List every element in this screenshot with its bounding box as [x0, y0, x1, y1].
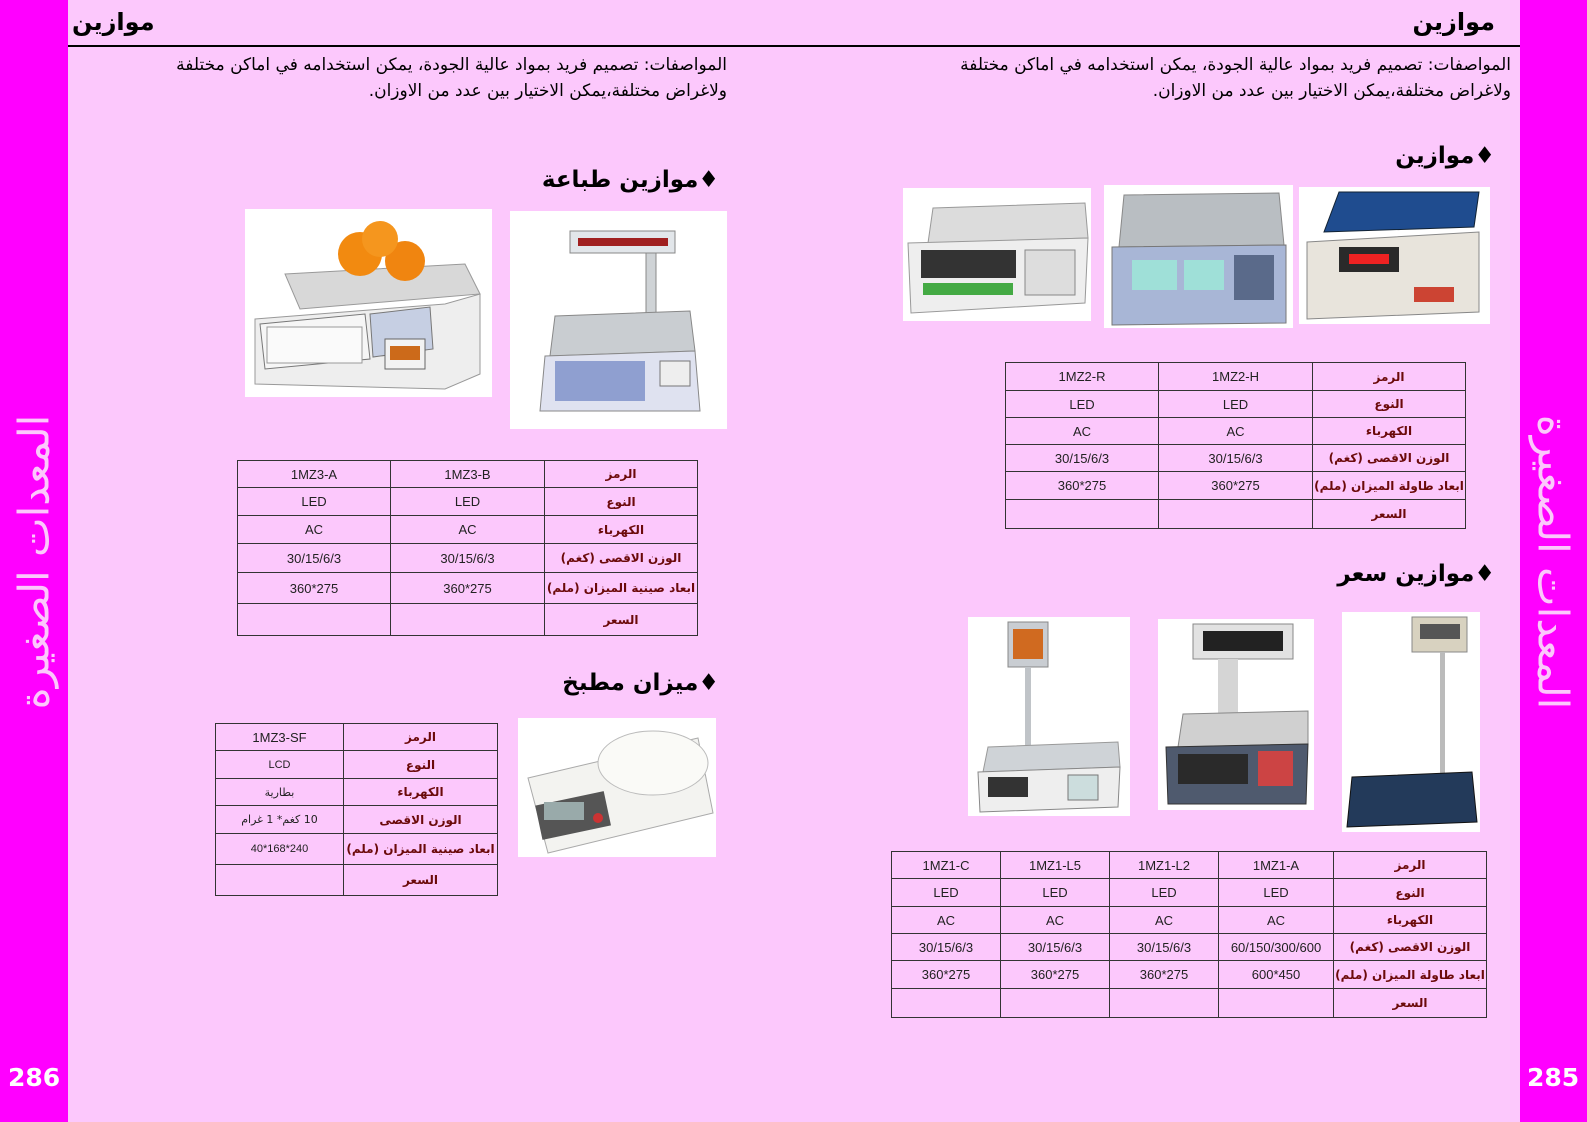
left-description-line-2: ولاغراض مختلفة،يمكن الاختيار بين عدد من الاوزان. — [368, 81, 727, 101]
table-row — [216, 779, 498, 806]
kitchen-scale-spec-table — [215, 723, 498, 896]
table-cell — [1159, 500, 1313, 529]
table-cell — [1001, 989, 1110, 1018]
section-title-price-scales: ♦موازين سعر — [1337, 561, 1495, 587]
row-label: ابعاد طاولة الميزان (ملم) — [1334, 961, 1487, 989]
table-cell: LED — [1110, 879, 1219, 907]
table-row — [892, 879, 1487, 907]
table-row — [238, 488, 698, 516]
table-cell: 600*450 — [1219, 961, 1334, 989]
table-row — [1006, 363, 1466, 391]
table-cell: LED — [1159, 391, 1313, 418]
row-label: ابعاد طاولة الميزان (ملم) — [1313, 472, 1466, 500]
left-description — [100, 52, 727, 104]
section-title-scales: ♦موازين — [1395, 143, 1495, 169]
table-cell — [238, 604, 391, 636]
row-label: الوزن الاقصى (كغم) — [1313, 445, 1466, 472]
table-cell: 40*168*240 — [216, 834, 344, 865]
scales-spec-table — [1005, 362, 1466, 529]
table-cell: 30/15/6/3 — [1110, 934, 1219, 961]
table-row — [892, 907, 1487, 934]
right-description-line-2: ولاغراض مختلفة،يمكن الاختيار بين عدد من الاوزان. — [1152, 81, 1511, 101]
table-row — [1006, 500, 1466, 529]
table-row — [216, 834, 498, 865]
row-label: الكهرباء — [1334, 907, 1487, 934]
table-cell: 1MZ2-R — [1006, 363, 1159, 391]
table-cell — [391, 604, 545, 636]
row-label: النوع — [1313, 391, 1466, 418]
counting-scale-red-led-image — [1299, 187, 1490, 324]
table-cell: 1MZ1-C — [892, 852, 1001, 879]
table-cell: AC — [1001, 907, 1110, 934]
scale-led-red-keypad-image — [903, 188, 1091, 321]
table-row — [238, 461, 698, 488]
row-label: الرمز — [344, 724, 498, 751]
table-cell: 1MZ1-A — [1219, 852, 1334, 879]
table-cell: 30/15/6/3 — [1001, 934, 1110, 961]
row-label: النوع — [545, 488, 698, 516]
table-cell: LED — [391, 488, 545, 516]
table-cell — [1219, 989, 1334, 1018]
table-row — [238, 573, 698, 604]
table-cell: 60/150/300/600 — [1219, 934, 1334, 961]
table-cell: AC — [1110, 907, 1219, 934]
right-description-line-1: المواصفات: تصميم فريد بمواد عالية الجودة، يمكن استخدامه في اماكن مختلفة — [960, 55, 1511, 75]
diamond-bullet-icon: ♦ — [1474, 143, 1495, 169]
table-cell: AC — [1159, 418, 1313, 445]
row-label: السعر — [545, 604, 698, 636]
table-row — [1006, 472, 1466, 500]
price-scales-spec-table — [891, 851, 1487, 1018]
left-page-header: موازين — [72, 8, 155, 36]
table-row — [216, 751, 498, 779]
row-label: السعر — [1334, 989, 1487, 1018]
header-rule — [68, 45, 1520, 47]
table-cell: 360*275 — [1159, 472, 1313, 500]
price-scale-dark-body-image — [1158, 619, 1314, 810]
diamond-bullet-icon: ♦ — [1474, 561, 1495, 587]
table-cell: LED — [1219, 879, 1334, 907]
table-cell: AC — [1006, 418, 1159, 445]
kitchen-scale-image — [518, 718, 716, 857]
printing-scales-spec-table — [237, 460, 698, 636]
platform-scale-with-column-image — [1342, 612, 1480, 832]
price-scale-with-pole-image — [968, 617, 1130, 816]
table-cell: 30/15/6/3 — [892, 934, 1001, 961]
right-page-number: 285 — [1527, 1063, 1580, 1092]
diamond-bullet-icon: ♦ — [698, 670, 719, 696]
row-label: السعر — [1313, 500, 1466, 529]
table-cell: LED — [892, 879, 1001, 907]
table-row — [892, 989, 1487, 1018]
table-cell — [216, 865, 344, 896]
row-label: الوزن الاقصى (كغم) — [1334, 934, 1487, 961]
section-title-printing-scales: ♦موازين طباعة — [541, 167, 719, 193]
table-row — [892, 961, 1487, 989]
table-cell: 10 كغم* 1 غرام — [216, 806, 344, 834]
table-cell: 30/15/6/3 — [1159, 445, 1313, 472]
table-cell — [1110, 989, 1219, 1018]
table-cell: 1MZ3-A — [238, 461, 391, 488]
table-cell: 30/15/6/3 — [391, 544, 545, 573]
table-row — [216, 865, 498, 896]
row-label: الرمز — [1313, 363, 1466, 391]
label-printing-scale-image — [245, 209, 492, 397]
row-label: الكهرباء — [545, 516, 698, 544]
row-label: الوزن الاقصى (كغم) — [545, 544, 698, 573]
table-cell: 30/15/6/3 — [1006, 445, 1159, 472]
right-side-title: المعدات الصغيرة — [1528, 414, 1578, 710]
row-label: النوع — [344, 751, 498, 779]
right-description — [860, 52, 1511, 104]
scale-blue-lcd-keypad-image — [1104, 185, 1293, 328]
diamond-bullet-icon: ♦ — [698, 167, 719, 193]
table-row — [1006, 391, 1466, 418]
table-cell: 360*275 — [238, 573, 391, 604]
table-cell: LED — [1006, 391, 1159, 418]
table-cell: AC — [391, 516, 545, 544]
table-cell — [1006, 500, 1159, 529]
section-title-kitchen-scale: ♦ميزان مطبخ — [562, 670, 719, 696]
table-row — [238, 604, 698, 636]
table-cell: 360*275 — [391, 573, 545, 604]
table-cell: LED — [238, 488, 391, 516]
table-row — [892, 934, 1487, 961]
table-cell: 1MZ1-L5 — [1001, 852, 1110, 879]
table-cell: 1MZ2-H — [1159, 363, 1313, 391]
row-label: الرمز — [545, 461, 698, 488]
table-row — [892, 852, 1487, 879]
printing-scale-pole-image — [510, 211, 727, 429]
table-cell: 360*275 — [1001, 961, 1110, 989]
table-cell: 30/15/6/3 — [238, 544, 391, 573]
table-row — [238, 516, 698, 544]
left-side-title: المعدات الصغيرة — [9, 414, 59, 710]
table-row — [216, 724, 498, 751]
row-label: ابعاد صينية الميزان (ملم) — [545, 573, 698, 604]
table-cell: 1MZ1-L2 — [1110, 852, 1219, 879]
table-cell: AC — [238, 516, 391, 544]
right-page-header: موازين — [1412, 8, 1495, 36]
left-page-number: 286 — [8, 1063, 61, 1092]
table-cell: LCD — [216, 751, 344, 779]
table-cell: AC — [892, 907, 1001, 934]
row-label: الكهرباء — [1313, 418, 1466, 445]
table-row — [216, 806, 498, 834]
table-row — [1006, 445, 1466, 472]
row-label: النوع — [1334, 879, 1487, 907]
table-cell: 360*275 — [1110, 961, 1219, 989]
table-row — [238, 544, 698, 573]
table-cell: 360*275 — [1006, 472, 1159, 500]
table-cell: 360*275 — [892, 961, 1001, 989]
table-cell: 1MZ3-B — [391, 461, 545, 488]
table-row — [1006, 418, 1466, 445]
table-cell: AC — [1219, 907, 1334, 934]
table-cell: 1MZ3-SF — [216, 724, 344, 751]
left-description-line-1: المواصفات: تصميم فريد بمواد عالية الجودة، يمكن استخدامه في اماكن مختلفة — [176, 55, 727, 75]
row-label: ابعاد صينية الميزان (ملم) — [344, 834, 498, 865]
row-label: الرمز — [1334, 852, 1487, 879]
row-label: السعر — [344, 865, 498, 896]
table-cell — [892, 989, 1001, 1018]
table-cell: LED — [1001, 879, 1110, 907]
row-label: الوزن الاقصى — [344, 806, 498, 834]
table-cell: بطارية — [216, 779, 344, 806]
row-label: الكهرباء — [344, 779, 498, 806]
